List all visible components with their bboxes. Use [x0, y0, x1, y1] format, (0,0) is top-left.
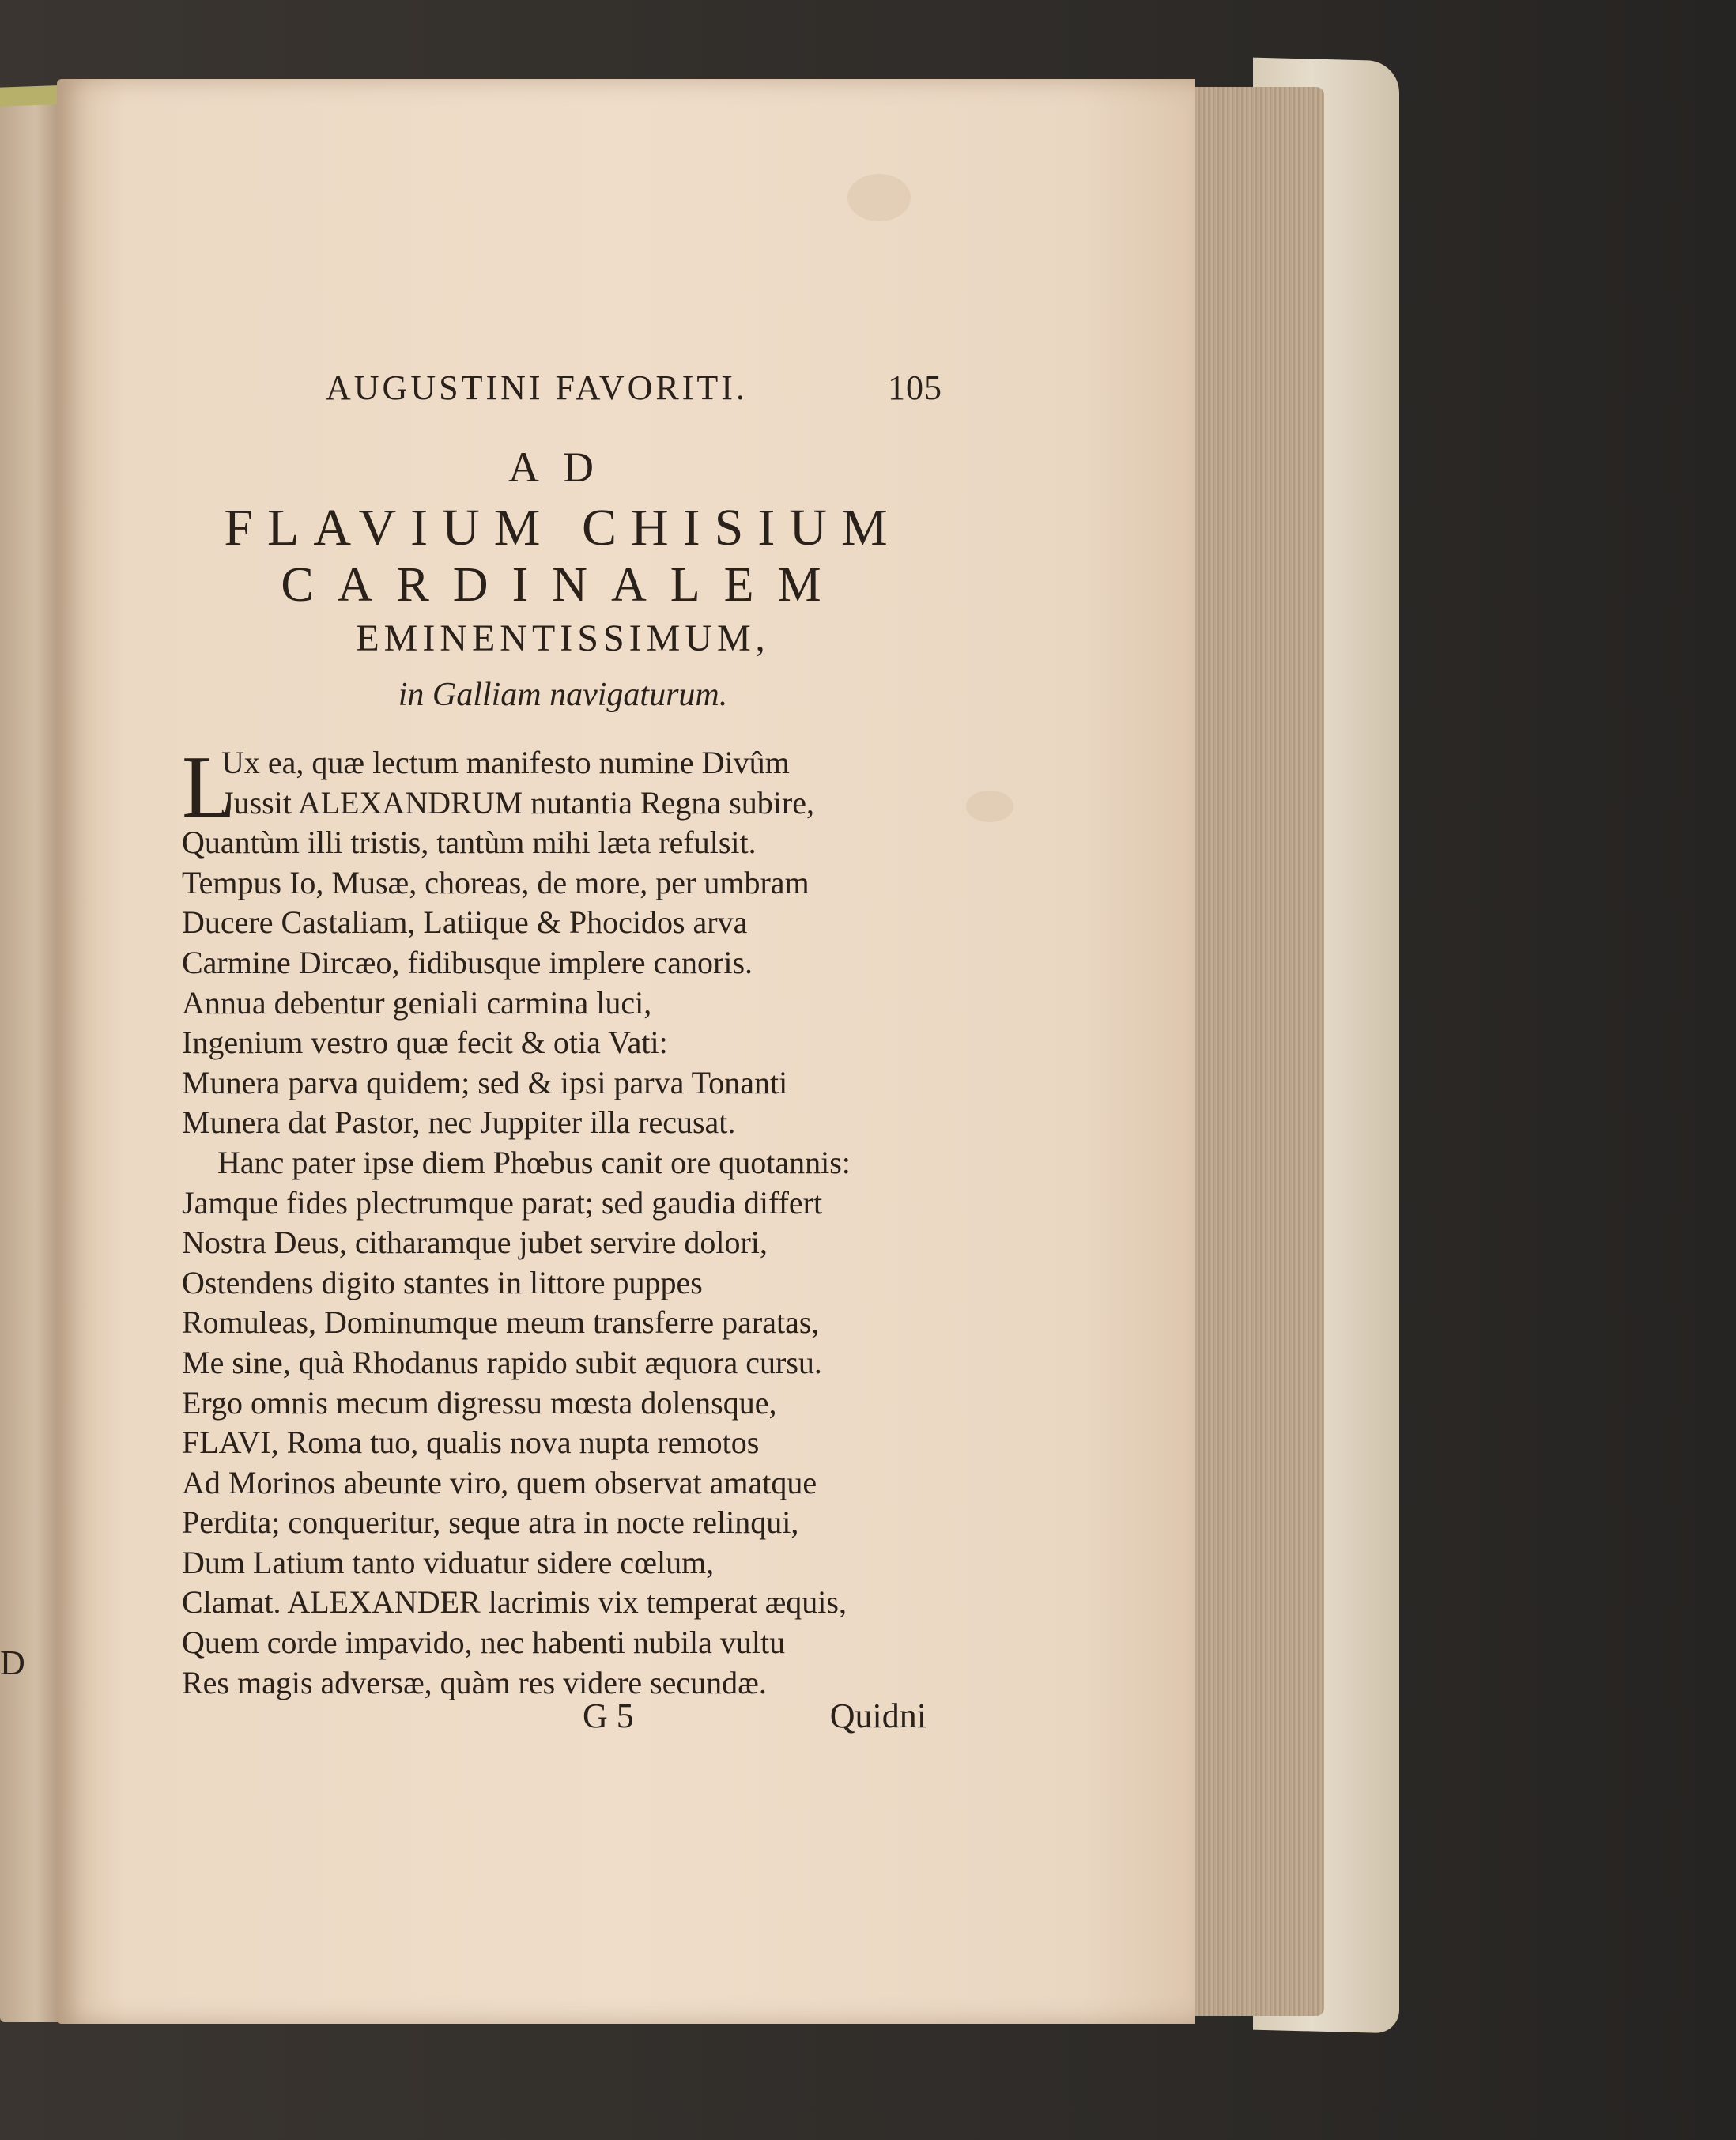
- left-page-edge: [0, 93, 59, 2022]
- poem-line: Clamat. ALEXANDER lacrimis vix temperat æquis,: [182, 1584, 847, 1621]
- title-line-4: EMINENTISSIMUM,: [356, 617, 770, 659]
- poem-line: Me sine, quà Rhodanus rapido subit æquora cursu.: [182, 1344, 822, 1380]
- left-page-fragment: D: [0, 1644, 25, 1682]
- poem-line: Tempus Io, Musæ, choreas, de more, per umbram: [182, 864, 810, 900]
- poem-line: Ingenium vestro quæ fecit & otia Vati:: [182, 1025, 668, 1061]
- poem-line: Ad Morinos abeunte viro, quem observat amatque: [182, 1464, 817, 1500]
- running-header: [326, 368, 942, 408]
- book-page: [57, 79, 1195, 2024]
- poem-line: Dum Latium tanto viduatur sidere cœlum,: [182, 1544, 715, 1580]
- page-footer: [583, 1696, 926, 1736]
- poem-line: Quem corde impavido, nec habenti nubila vultu: [182, 1625, 786, 1661]
- catchword: Quidni: [829, 1697, 926, 1735]
- poem-line: Ducere Castaliam, Latiique & Phocidos arva: [182, 904, 748, 941]
- poem-line: Res magis adversæ, quàm res videre secundæ.: [182, 1664, 767, 1700]
- poem-line: Jussit ALEXANDRUM nutantia Regna subire,: [221, 784, 814, 821]
- running-head: AUGUSTINI FAVORITI.: [326, 368, 748, 407]
- poem-line: Ostendens digito stantes in littore puppes: [182, 1264, 703, 1300]
- poem-line: FLAVI, Roma tuo, qualis nova nupta remotos: [182, 1425, 760, 1461]
- page-number: 105: [888, 368, 942, 407]
- title-line-3: CARDINALEM: [281, 558, 845, 612]
- poem-line: Quantùm illi tristis, tantùm mihi læta refulsit.: [182, 825, 757, 861]
- paper-stain: [966, 791, 1013, 822]
- poem-body: [182, 738, 957, 1703]
- title-line-1: AD: [508, 443, 617, 491]
- poem-line: Perdita; conqueritur, seque atra in nocte relinqui,: [182, 1504, 799, 1541]
- poem-line: Ux ea, quæ lectum manifesto numine Divûm: [221, 745, 790, 780]
- poem-line: Hanc pater ipse diem Phœbus canit ore quotannis:: [217, 1144, 851, 1180]
- poem-line: Romuleas, Dominumque meum transferre paratas,: [182, 1304, 820, 1341]
- paper-stain: [847, 174, 911, 221]
- poem-line: Jamque fides plectrumque parat; sed gaudia differt: [182, 1184, 823, 1221]
- poem-line: Munera parva quidem; sed & ipsi parva Tonanti: [182, 1064, 788, 1100]
- page-block-edges: [1182, 87, 1324, 2016]
- drop-cap: L: [182, 738, 236, 836]
- signature-mark: G 5: [583, 1697, 634, 1735]
- title-line-2: FLAVIUM CHISIUM: [224, 499, 902, 557]
- poem-line: Nostra Deus, citharamque jubet servire dolori,: [182, 1225, 768, 1261]
- title-subtitle: in Galliam navigaturum.: [398, 677, 728, 713]
- poem-line: Annua debentur geniali carmina luci,: [182, 984, 652, 1021]
- poem-line: Ergo omnis mecum digressu mœsta dolensque,: [182, 1384, 777, 1421]
- poem-line: Carmine Dircæo, fidibusque implere canoris.: [182, 944, 753, 980]
- poem-line: Munera dat Pastor, nec Juppiter illa recusat.: [182, 1104, 736, 1141]
